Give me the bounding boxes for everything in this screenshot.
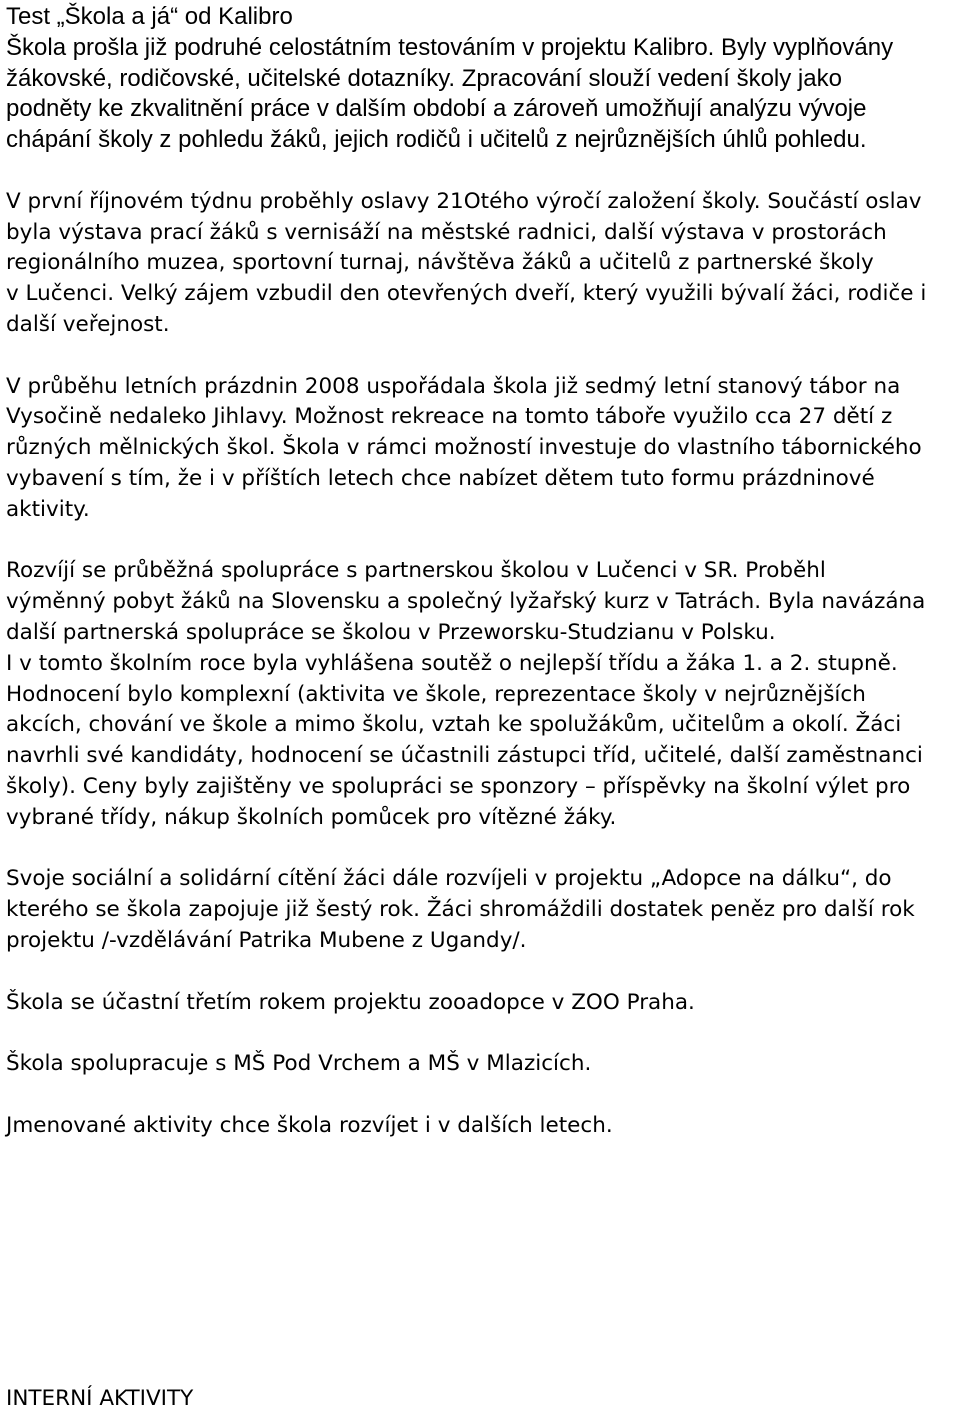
paragraph-line: další partnerská spolupráce se školou v Przeworsku-Studzianu v Polsku. xyxy=(6,619,776,645)
paragraph-gap xyxy=(6,957,956,988)
paragraph-line: podněty ke zkvalitnění práce v dalším období a zároveň umožňují analýzu vývoje xyxy=(6,95,867,123)
paragraph-line: aktivity. xyxy=(6,496,90,522)
paragraph-line: projektu /-vzdělávání Patrika Mubene z Ugandy/. xyxy=(6,927,527,953)
paragraph-kalibro xyxy=(6,33,956,156)
paragraph-anniversary xyxy=(6,187,956,341)
paragraph-line: V první říjnovém týdnu proběhly oslavy 21Otého výročí založení školy. Součástí oslav xyxy=(6,188,922,214)
paragraph-line: V průběhu letních prázdnin 2008 uspořádala škola již sedmý letní stanový tábor na xyxy=(6,373,901,399)
paragraph-line: Rozvíjí se průběžná spolupráce s partnerskou školou v Lučenci v SR. Proběhl xyxy=(6,558,826,584)
paragraph-gap xyxy=(6,526,956,557)
paragraph-line: kterého se škola zapojuje již šestý rok. Žáci shromáždili dostatek peněz pro další rok xyxy=(6,897,915,923)
paragraph-summer-camp xyxy=(6,372,956,526)
paragraph-line: Hodnocení bylo komplexní (aktivita ve škole, reprezentace školy v nejrůznějších xyxy=(6,681,866,707)
paragraph-line: Škola prošla již podruhé celostátním testováním v projektu Kalibro. Byly vyplňovány xyxy=(6,33,894,61)
paragraph-gap xyxy=(6,156,956,187)
paragraph-gap xyxy=(6,834,956,865)
document-title: Test „Škola a já“ od Kalibro xyxy=(6,3,293,30)
paragraph-gap xyxy=(6,1080,956,1111)
paragraph-partnership xyxy=(6,556,956,833)
paragraph-gap xyxy=(6,341,956,372)
paragraph-line: Vysočině nedaleko Jihlavy. Možnost rekreace na tomto táboře využilo cca 27 dětí z xyxy=(6,404,893,430)
paragraph-adoption xyxy=(6,864,956,956)
paragraph-line: výměnný pobyt žáků na Slovensku a společný lyžařský kurz v Tatrách. Byla navázána xyxy=(6,589,926,615)
paragraph-line: školy). Ceny byly zajištěny ve spolupráci se sponzory – příspěvky na školní výlet pro xyxy=(6,773,911,799)
section-heading-internal-activities: INTERNÍ AKTIVITY xyxy=(6,1386,194,1411)
paragraph-closing xyxy=(6,1111,956,1142)
paragraph-line: různých mělnických škol. Škola v rámci možností investuje do vlastního tábornického xyxy=(6,435,922,461)
paragraph-line: Škola spolupracuje s MŠ Pod Vrchem a MŠ v Mlazicích. xyxy=(6,1051,592,1077)
paragraph-line: navrhli své kandidáty, hodnocení se účastnili zástupci tříd, učitelé, další zaměstnanci xyxy=(6,743,923,769)
paragraph-line: vybavení s tím, že i v příštích letech chce nabízet dětem tuto formu prázdninové xyxy=(6,465,875,491)
paragraph-zoo xyxy=(6,988,956,1019)
paragraph-line: další veřejnost. xyxy=(6,311,170,337)
paragraph-line: regionálního muzea, sportovní turnaj, návštěva žáků a učitelů z partnerské školy xyxy=(6,250,874,276)
paragraph-line: I v tomto školním roce byla vyhlášena soutěž o nejlepší třídu a žáka 1. a 2. stupně. xyxy=(6,650,898,676)
paragraph-line: v Lučenci. Velký zájem vzbudil den otevřených dveří, který využili bývalí žáci, rodiče i xyxy=(6,281,927,307)
paragraph-line: byla výstava prací žáků s vernisáží na městské radnici, další výstava v prostorách xyxy=(6,219,887,245)
paragraph-line: žákovské, rodičovské, učitelské dotazníky. Zpracování slouží vedení školy jako xyxy=(6,64,842,92)
paragraph-line: akcích, chování ve škole a mimo školu, vztah ke spolužákům, učitelům a okolí. Žáci xyxy=(6,712,902,738)
paragraph-line: vybrané třídy, nákup školních pomůcek pro vítězné žáky. xyxy=(6,804,617,830)
paragraph-line: Jmenované aktivity chce škola rozvíjet i v dalších letech. xyxy=(6,1112,613,1138)
paragraph-kindergartens xyxy=(6,1049,956,1080)
paragraph-gap xyxy=(6,1018,956,1049)
paragraph-line: chápání školy z pohledu žáků, jejich rodičů i učitelů z nejrůznějších úhlů pohledu. xyxy=(6,126,867,154)
paragraph-line: Škola se účastní třetím rokem projektu zooadopce v ZOO Praha. xyxy=(6,989,695,1015)
paragraph-line: Svoje sociální a solidární cítění žáci dále rozvíjeli v projektu „Adopce na dálku“, do xyxy=(6,866,892,892)
document-page xyxy=(6,2,956,1141)
